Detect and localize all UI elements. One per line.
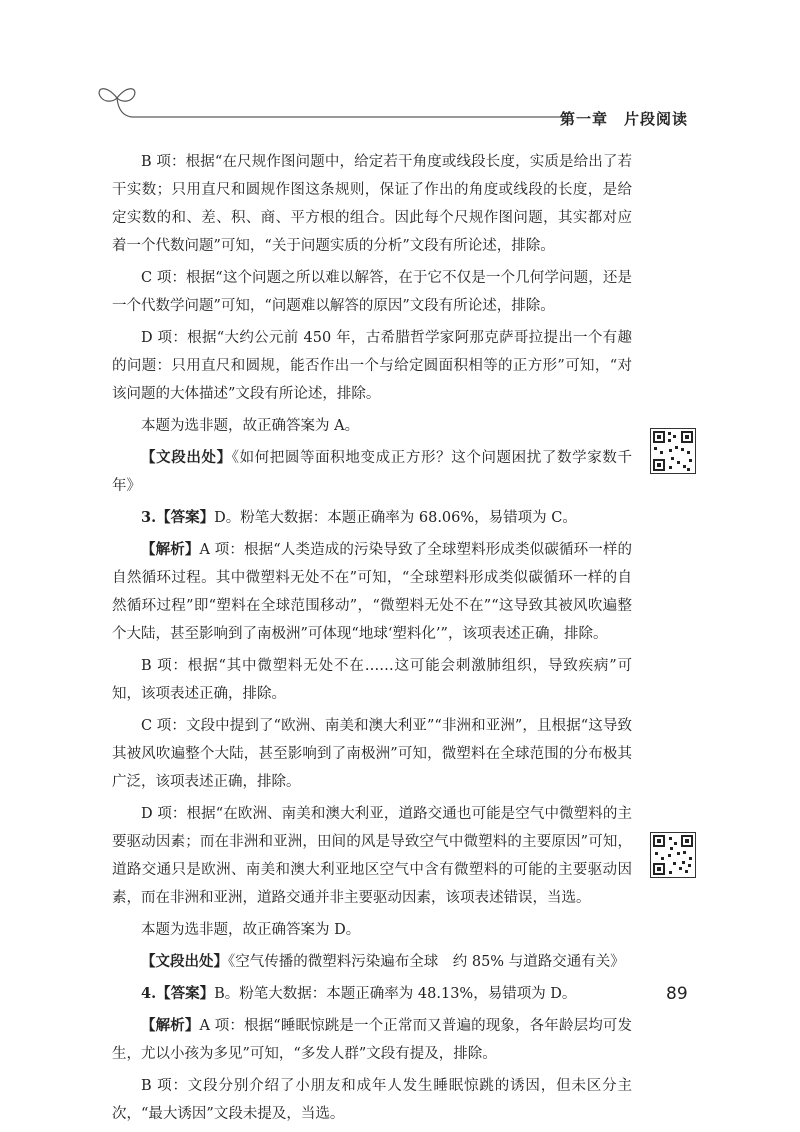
section-label: 片段阅读 (623, 110, 688, 128)
paragraph (112, 536, 632, 648)
paragraph-text: D。粉笔大数据：本题正确率为 68.06%，易错项为 C。 (214, 510, 577, 526)
paragraph-label: 【解析】 (141, 1017, 200, 1034)
paragraph-label: 【文段出处】 (141, 953, 228, 970)
paragraph-label: 【文段出处】 (141, 449, 232, 466)
paragraph (112, 148, 632, 260)
page-header (0, 0, 800, 140)
paragraph-text: A 项：根据“人类造成的污染导致了全球塑料形成类似碳循环一样的自然循环过程。其中微塑料无处不在”可知，“全球塑料形成类似碳循环一样的自然循环过程”即“塑料在全球范围移动”，“微塑料无处不在”“这导致其被风吹遍整个大陆，甚至影响到了南极洲”可体现“地球‘塑料化’”，该项表述正确，排除。 (112, 542, 632, 642)
paragraph (112, 800, 632, 912)
sprout-leaf-left-icon (99, 89, 117, 101)
paragraph (112, 412, 632, 440)
paragraph-text: 本题为选非题，故正确答案为 D。 (141, 922, 361, 938)
paragraph-text: B。粉笔大数据：本题正确率为 48.13%，易错项为 D。 (214, 986, 577, 1002)
paragraph (112, 652, 632, 708)
paragraph (112, 444, 632, 500)
paragraph-text: B 项：根据“其中微塑料无处不在……这可能会刺激肺组织，导致疾病”可知，该项表述正确，排除。 (112, 658, 632, 702)
paragraph (112, 980, 632, 1008)
paragraph (112, 948, 632, 976)
paragraph-label: 【解析】 (141, 541, 200, 558)
paragraph-text: C 项：根据“这个问题之所以难以解答，在于它不仅是一个几何学问题，还是一个代数学问题”可知，“问题难以解答的原因”文段有所论述，排除。 (112, 270, 632, 314)
paragraph-text: 《如何把圆等面积地变成正方形？这个问题困扰了数学家数千年》 (112, 450, 632, 494)
paragraph-text: 《空气传播的微塑料污染遍布全球 约 85% 与道路交通有关》 (228, 954, 625, 970)
page-number: 89 (666, 984, 688, 1004)
paragraph-text: B 项：根据“在尺规作图问题中，给定若干角度或线段长度，实质是给出了若干实数；只用直尺和圆规作图这条规则，保证了作出的角度或线段的长度，是给定实数的和、差、积、商、平方根的组合。因此每个尺规作图问题，其实都对应着一个代数问题”可知，“关于问题实质的分析”文段有所论述，排除。 (112, 154, 632, 254)
paragraph-text: D 项：根据“在欧洲、南美和澳大利亚，道路交通也可能是空气中微塑料的主要驱动因素；而在非洲和亚洲，田间的风是导致空气中微塑料的主要原因”可知，道路交通只是欧洲、南美和澳大利亚地区空气中含有微塑料的可能的主要驱动因素，而在非洲和亚洲，道路交通并非主要驱动因素，该项表述错误，当选。 (112, 806, 632, 906)
paragraph-text: 本题为选非题，故正确答案为 A。 (141, 418, 360, 434)
paragraph (112, 504, 632, 532)
paragraph-label: 4.【答案】 (141, 985, 215, 1002)
qr-code-icon (650, 832, 696, 878)
paragraph (112, 916, 632, 944)
sprout-leaf-right-icon (117, 89, 135, 101)
paragraph-text: D 项：根据“大约公元前 450 年，古希腊哲学家阿那克萨哥拉提出一个有趣的问题：只用直尺和圆规，能否作出一个与给定圆面积相等的正方形”可知，“对该问题的大体描述”文段有所论述，排除。 (112, 330, 632, 402)
paragraph-text: A 项：根据“睡眠惊跳是一个正常而又普遍的现象，各年龄层均可发生，尤以小孩为多见”可知，“多发人群”文段有提及，排除。 (112, 1018, 632, 1062)
paragraph-text: C 项：文段中提到了“欧洲、南美和澳大利亚”“非洲和亚洲”，且根据“这导致其被风吹遍整个大陆，甚至影响到了南极洲”可知，微塑料在全球范围的分布极其广泛，该项表述正确，排除。 (112, 718, 632, 790)
paragraph (112, 1012, 632, 1068)
chapter-label: 第一章 (559, 110, 608, 128)
header-title (560, 108, 688, 129)
paragraph (112, 712, 632, 796)
paragraph (112, 324, 632, 408)
paragraph-text: B 项：文段分别介绍了小朋友和成年人发生睡眠惊跳的诱因，但未区分主次，“最大诱因”文段未提及，当选。 (112, 1078, 632, 1122)
paragraph (112, 264, 632, 320)
paragraph-label: 3.【答案】 (141, 509, 215, 526)
paragraph (112, 1072, 632, 1128)
qr-code-icon (650, 428, 696, 474)
answer-explanation-body (112, 148, 632, 1132)
